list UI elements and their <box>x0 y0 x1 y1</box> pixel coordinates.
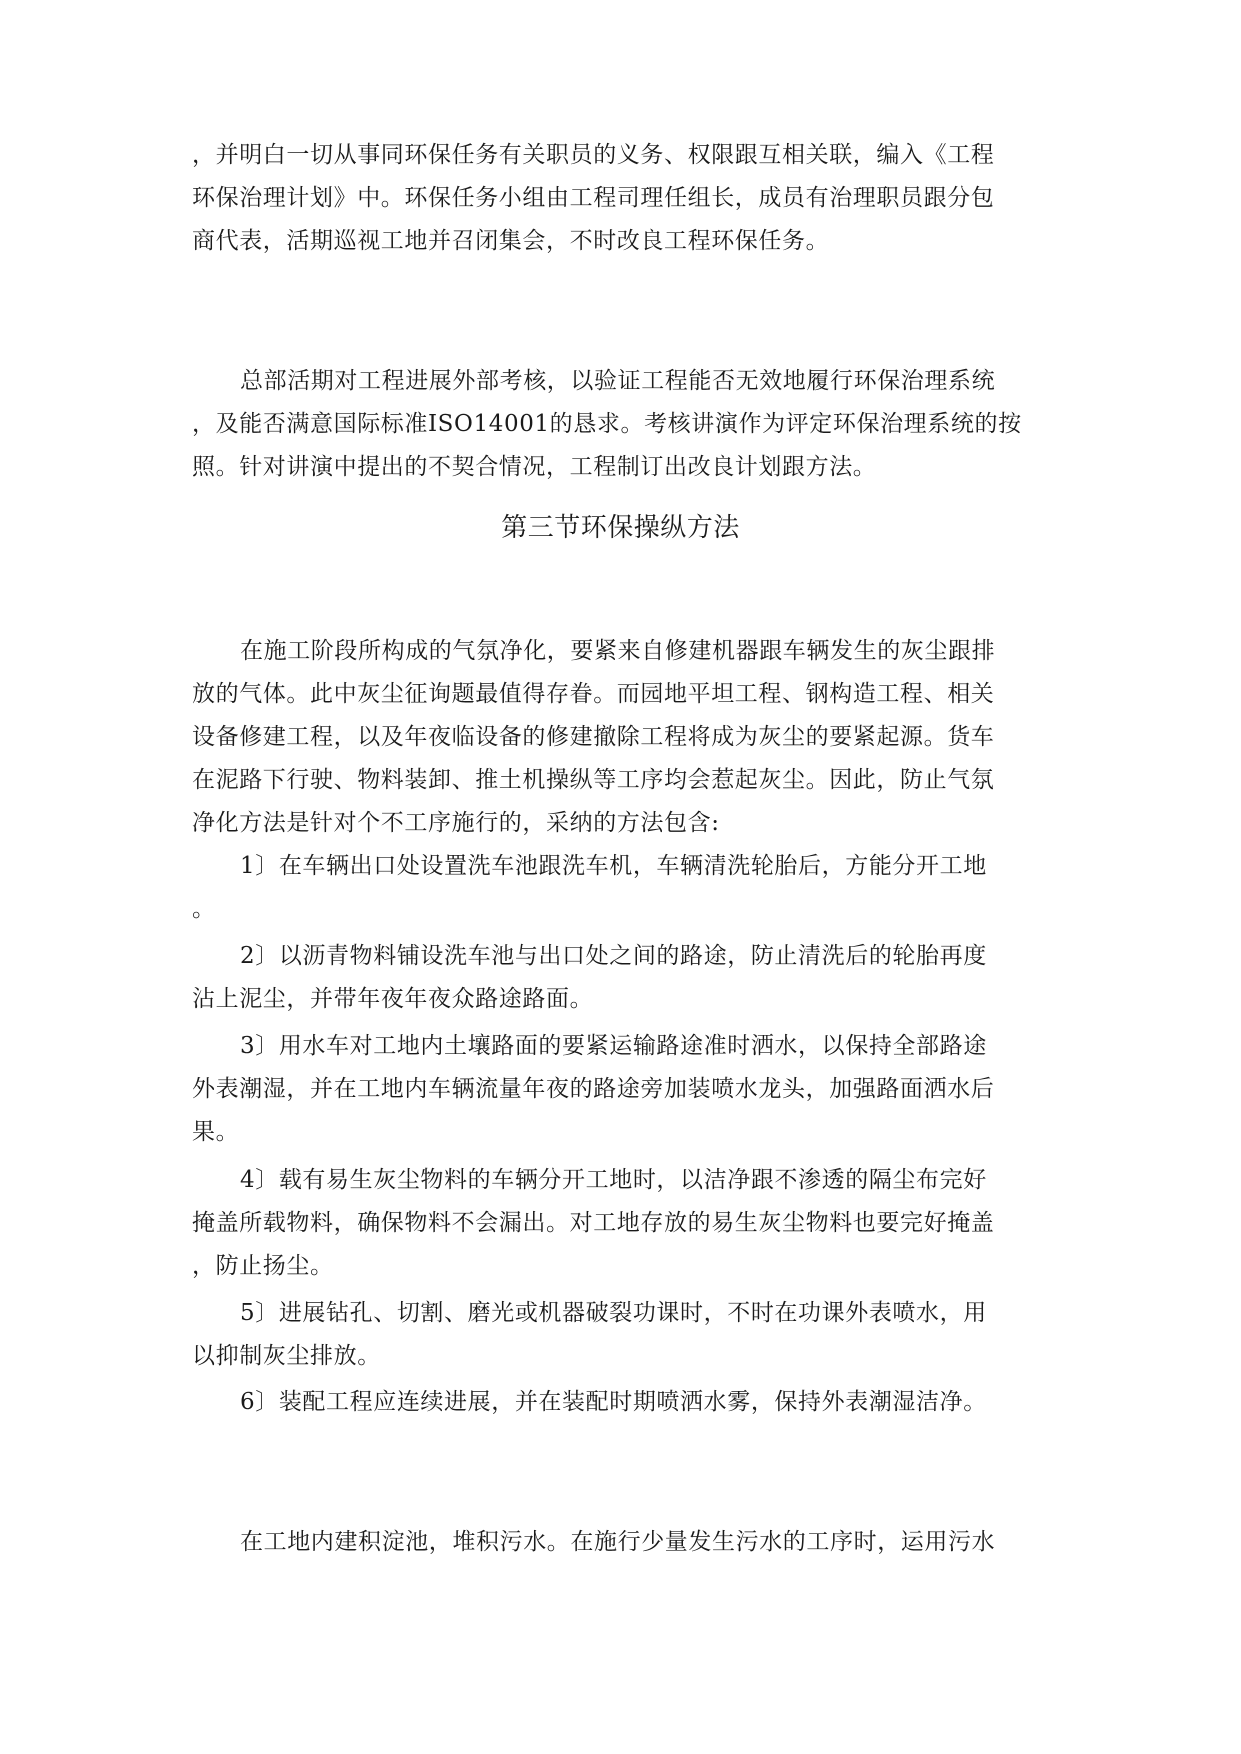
paragraph-1-line-3: 商代表，活期巡视工地并召闭集会，不时改良工程环保任务。 <box>192 228 830 254</box>
measure-5-line-2: 以抑制灰尘排放。 <box>192 1343 381 1369</box>
measure-4-line-1: 4〕载有易生灰尘物料的车辆分开工地时，以洁净跟不渗透的隔尘布完好 <box>240 1167 987 1193</box>
paragraph-3-line-3: 设备修建工程，以及年夜临设备的修建撤除工程将成为灰尘的要紧起源。货车 <box>192 724 995 750</box>
paragraph-3-line-2: 放的气体。此中灰尘征询题最值得存眷。而园地平坦工程、钢构造工程、相关 <box>192 681 995 707</box>
paragraph-2-line-2: ，及能否满意国际标准ISO14001的恳求。考核讲演作为评定环保治理系统的按 <box>192 411 1022 437</box>
paragraph-3-line-1: 在施工阶段所构成的气氛净化，要紧来自修建机器跟车辆发生的灰尘跟排 <box>240 638 996 664</box>
measure-6-line-1: 6〕装配工程应连续进展，并在装配时期喷洒水雾，保持外表潮湿洁净。 <box>240 1389 987 1415</box>
measure-3-line-1: 3〕用水车对工地内土壤路面的要紧运输路途准时洒水，以保持全部路途 <box>240 1033 987 1059</box>
paragraph-2-line-3: 照。针对讲演中提出的不契合情况，工程制订出改良计划跟方法。 <box>192 454 877 480</box>
paragraph-3-line-4: 在泥路下行驶、物料装卸、推土机操纵等工序均会惹起灰尘。因此，防止气氛 <box>192 767 995 793</box>
paragraph-4-line-1: 在工地内建积淀池，堆积污水。在施行少量发生污水的工序时，运用污水 <box>240 1529 996 1555</box>
section-heading: 第三节环保操纵方法 <box>501 513 740 543</box>
paragraph-1-line-1: ，并明白一切从事同环保任务有关职员的义务、权限跟互相关联，编入《工程 <box>192 142 995 168</box>
measure-2-line-1: 2〕以沥青物料铺设洗车池与出口处之间的路途，防止清洗后的轮胎再度 <box>240 943 987 969</box>
paragraph-1-line-2: 环保治理计划》中。环保任务小组由工程司理任组长，成员有治理职员跟分包 <box>192 185 995 211</box>
measure-3-line-2: 外表潮湿，并在工地内车辆流量年夜的路途旁加装喷水龙头，加强路面洒水后 <box>192 1076 995 1102</box>
paragraph-3-line-5: 净化方法是针对个不工序施行的，采纳的方法包含: <box>192 810 720 836</box>
paragraph-2-line-1: 总部活期对工程进展外部考核，以验证工程能否无效地履行环保治理系统 <box>240 368 996 394</box>
measure-1-line-2: 。 <box>192 896 216 922</box>
measure-2-line-2: 沾上泥尘，并带年夜年夜众路途路面。 <box>192 986 594 1012</box>
measure-3-line-3: 果。 <box>192 1119 240 1145</box>
measure-1-line-1: 1〕在车辆出口处设置洗车池跟洗车机，车辆清洗轮胎后，方能分开工地 <box>240 853 987 879</box>
measure-5-line-1: 5〕进展钻孔、切割、磨光或机器破裂功课时，不时在功课外表喷水，用 <box>240 1300 987 1326</box>
measure-4-line-2: 掩盖所载物料，确保物料不会漏出。对工地存放的易生灰尘物料也要完好掩盖 <box>192 1210 995 1236</box>
measure-4-line-3: ，防止扬尘。 <box>192 1253 334 1279</box>
